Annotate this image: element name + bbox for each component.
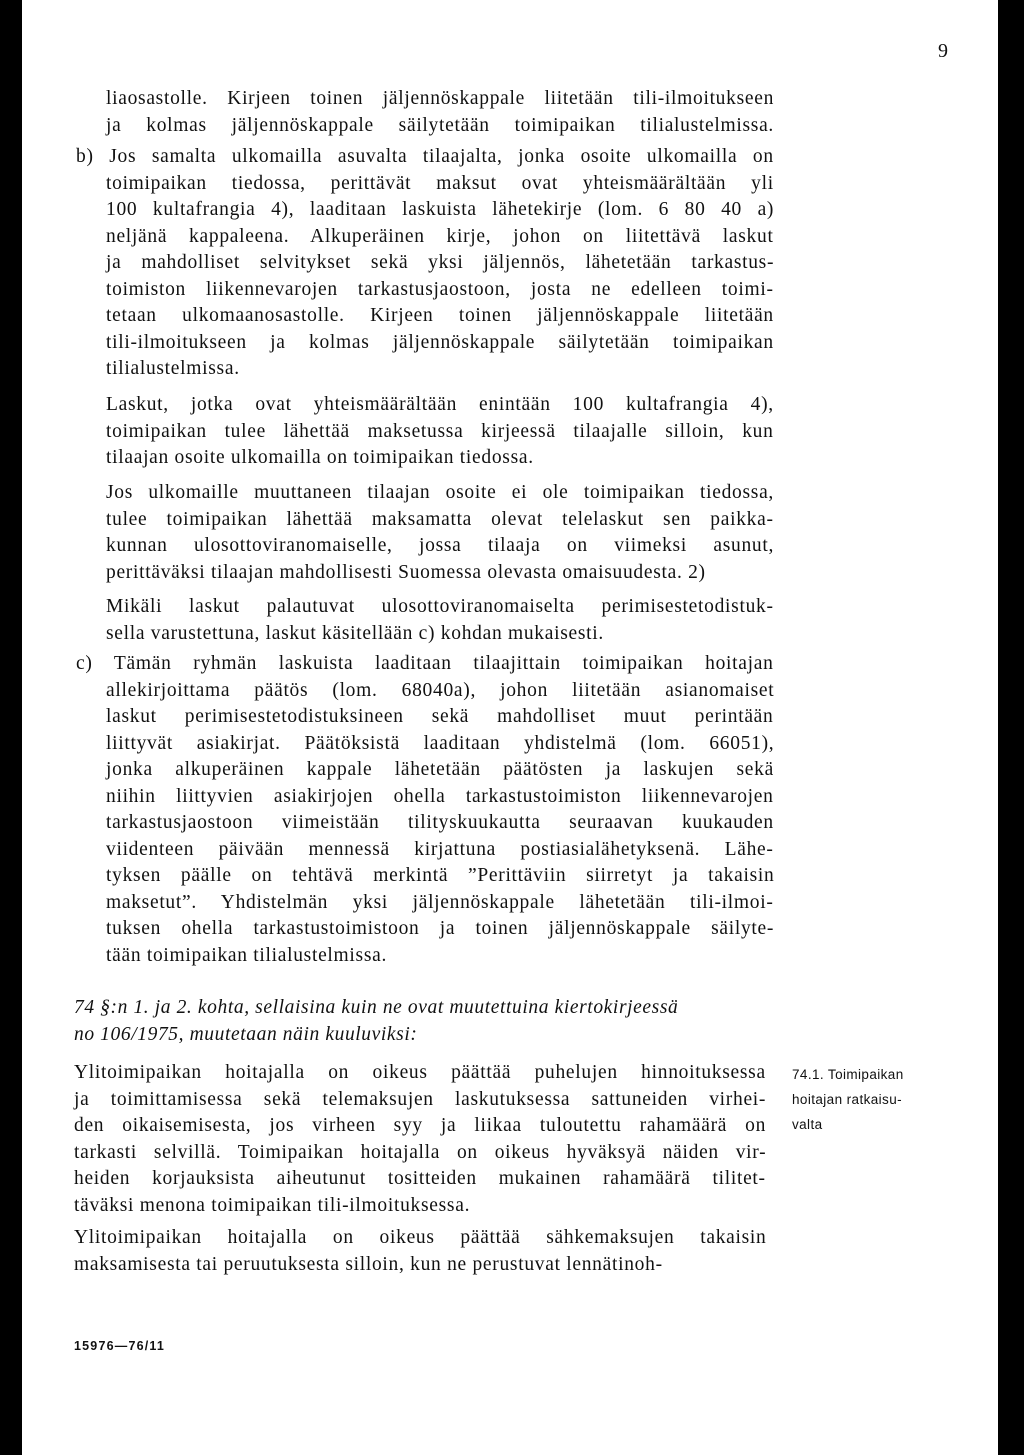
text-line: kunnan ulosottoviranomaiselle, jossa tilaaja on viimeksi asunut, bbox=[106, 535, 775, 556]
paragraph-ylitoimipaikan-2 bbox=[74, 1225, 766, 1278]
text-line: liittyvät asiakirjat. Päätöksistä laaditaan yhdistelmä (lom. 66051), bbox=[106, 732, 775, 754]
amendment-heading bbox=[74, 995, 774, 1048]
margin-note-line: valta bbox=[792, 1117, 823, 1132]
text-line: toimipaikan tiedossa, perittävät maksut ovat yhteismäärältään yli bbox=[106, 172, 774, 194]
heading-line: no 106/1975, muutetaan näin kuuluviksi: bbox=[74, 1023, 418, 1045]
paragraph-laskut bbox=[106, 392, 774, 472]
text-line: 100 kultafrangia 4), laaditaan laskuista lähetekirje (lom. 6 80 40 a) bbox=[106, 199, 775, 220]
paragraph-jos-ulkomaille bbox=[106, 480, 774, 586]
text-line: ja kolmas jäljennöskappale säilytetään toimipaikan tilialustelmissa. bbox=[106, 114, 774, 136]
text-line: tarkastusjaostoon viimeistään tilityskuukautta seuraavan kuukauden bbox=[106, 812, 774, 833]
paragraph-b bbox=[76, 144, 774, 171]
page-number: 9 bbox=[938, 40, 949, 62]
text-line: maksetut”. Yhdistelmän yksi jäljennöskappale lähetetään tili-ilmoi- bbox=[106, 891, 774, 913]
text-line: Ylitoimipaikan hoitajalla on oikeus päättää sähkemaksujen takaisin bbox=[74, 1227, 767, 1248]
text-line: liaosastolle. Kirjeen toinen jäljennöskappale liitetään tili-ilmoitukseen bbox=[106, 88, 775, 109]
text-line: laskut perimisestetodistuksineen sekä mahdolliset muut perintään bbox=[106, 706, 774, 727]
text-line: Laskut, jotka ovat yhteismäärältään enintään 100 kultafrangia 4), bbox=[106, 394, 774, 415]
text-line: ja mahdolliset selvitykset sekä yksi jäljennös, lähetetään tarkastus- bbox=[106, 252, 775, 273]
paragraph-b-body bbox=[106, 171, 774, 383]
text-line: maksamisesta tai peruutuksesta silloin, kun ne perustuvat lennätinoh- bbox=[74, 1253, 663, 1275]
text-line: tilaajan osoite ulkomailla on toimipaikan tiedossa. bbox=[106, 447, 534, 468]
text-line: tyksen päälle on tehtävä merkintä ”Perittäviin siirretyt ja takaisin bbox=[106, 865, 775, 886]
text-line: tulee toimipaikan lähettää maksamatta olevat telelaskut sen paikka- bbox=[106, 508, 774, 530]
text-line: heiden korjauksista aiheutunut tositteiden mukainen rahamäärä tilitet- bbox=[74, 1168, 766, 1189]
text-line: Jos ulkomaille muuttaneen tilaajan osoite ei ole toimipaikan tiedossa, bbox=[106, 482, 775, 503]
text-line: den oikaisemisesta, jos virheen syy ja liikaa tuloutettu rahamäärä on bbox=[74, 1115, 767, 1136]
paragraph-liaosastolle bbox=[106, 86, 774, 139]
text-line: neljänä kappaleena. Alkuperäinen kirje, johon on liitettävä laskut bbox=[106, 225, 774, 247]
left-black-border bbox=[0, 0, 22, 1455]
paragraph-c-body bbox=[106, 678, 774, 970]
text-line: jonka alkuperäinen kappale lähetetään päätösten ja laskujen sekä bbox=[106, 759, 774, 780]
text-line: niihin liittyvien asiakirjojen ohella tarkastustoimiston liikennevarojen bbox=[106, 785, 774, 807]
text-line: toimipaikan tulee lähettää maksetussa kirjeessä tilaajalle silloin, kun bbox=[106, 420, 774, 442]
paragraph-mikali bbox=[106, 594, 774, 647]
text-line: allekirjoittama päätös (lom. 68040a), johon liitetään asianomaiset bbox=[106, 679, 775, 701]
margin-note-line: 74.1. Toimipaikan bbox=[792, 1067, 904, 1082]
right-black-border bbox=[998, 0, 1024, 1455]
text-line: täväksi menona toimipaikan tili-ilmoituksessa. bbox=[74, 1194, 471, 1216]
text-line: b) Jos samalta ulkomailla asuvalta tilaajalta, jonka osoite ulkomailla on bbox=[76, 146, 774, 167]
text-line: tilialustelmissa. bbox=[106, 358, 240, 379]
text-line: ja toimittamisessa sekä telemaksujen laskutuksessa sattuneiden virhei- bbox=[74, 1088, 767, 1110]
margin-note-line: hoitajan ratkaisu- bbox=[792, 1092, 903, 1107]
margin-note bbox=[792, 1062, 962, 1137]
text-line: tään toimipaikan tilialustelmissa. bbox=[106, 944, 388, 966]
heading-line: 74 §:n 1. ja 2. kohta, sellaisina kuin ne ovat muutettuina kiertokirjeessä bbox=[74, 997, 679, 1018]
text-line: perittäväksi tilaajan mahdollisesti Suomessa olevasta omaisuudesta. 2) bbox=[106, 561, 706, 583]
text-line: toimiston liikennevarojen tarkastusjaostoon, josta ne edelleen toimi- bbox=[106, 278, 774, 300]
text-line: c) Tämän ryhmän laskuista laaditaan tilaajittain toimipaikan hoitajan bbox=[76, 653, 774, 674]
text-line: sella varustettuna, laskut käsitellään c) kohdan mukaisesti. bbox=[106, 622, 604, 644]
text-line: Mikäli laskut palautuvat ulosottoviranomaiselta perimisestetodistuk- bbox=[106, 596, 774, 617]
text-line: tetaan ulkomaanosastolle. Kirjeen toinen jäljennöskappale liitetään bbox=[106, 305, 774, 326]
text-line: Ylitoimipaikan hoitajalla on oikeus päättää puhelujen hinnoituksessa bbox=[74, 1062, 766, 1083]
text-line: tili-ilmoitukseen ja kolmas jäljennöskappale säilytetään toimipaikan bbox=[106, 331, 774, 353]
paragraph-c bbox=[76, 651, 774, 678]
text-line: tuksen ohella tarkastustoimistoon ja toinen jäljennöskappale säilyte- bbox=[106, 918, 775, 939]
footer-code: 15976—76/11 bbox=[74, 1339, 166, 1353]
text-line: viidenteen päivään mennessä kirjattuna postiasialähetyksenä. Lähe- bbox=[106, 838, 774, 860]
text-line: tarkasti selvillä. Toimipaikan hoitajalla on oikeus hyväksyä näiden vir- bbox=[74, 1141, 767, 1163]
paragraph-ylitoimipaikan-1 bbox=[74, 1060, 766, 1219]
